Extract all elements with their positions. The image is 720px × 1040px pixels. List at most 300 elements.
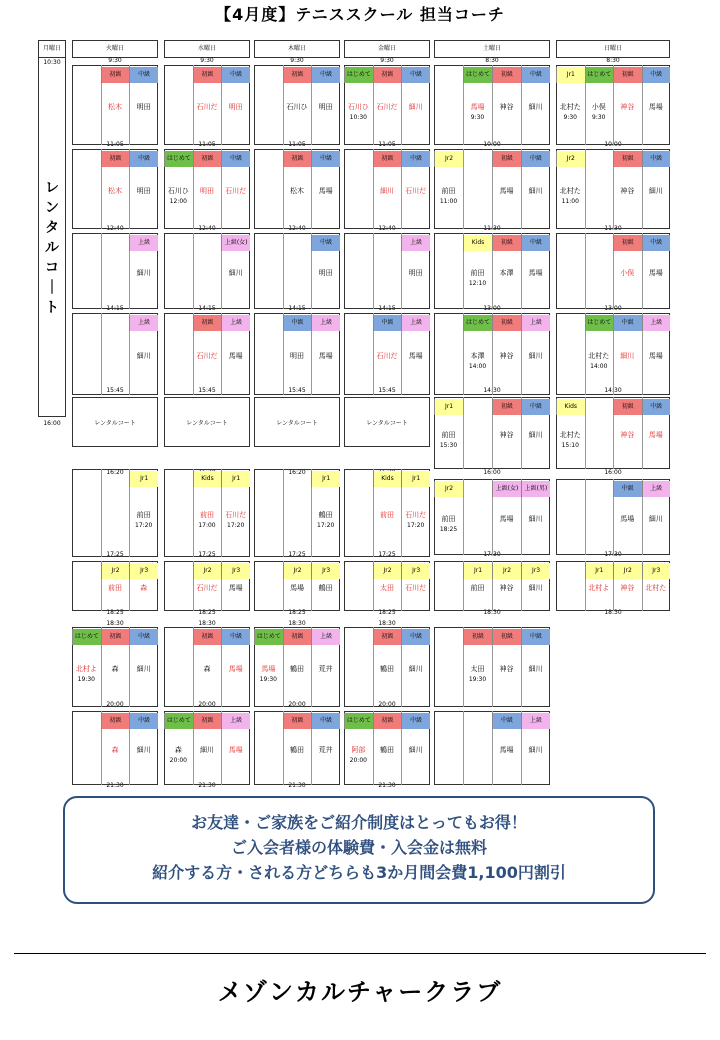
coach-name: 馬場 [499, 746, 514, 754]
time-label: 20:00 [288, 701, 306, 708]
time-label: 17:30 [483, 551, 501, 558]
class-tag-middle: 中級 [613, 481, 642, 497]
time-label: 15:45 [106, 387, 124, 394]
monday-end-time: 16:00 [43, 420, 61, 427]
time-label: 20:00 [106, 701, 124, 708]
time-label: 10:00 [483, 141, 501, 148]
lesson-end-time: 12:10 [468, 280, 487, 287]
class-tag-beginner: 初級 [373, 151, 402, 167]
notice-line-2: ご入会者様の体験費・入会金は無料 [230, 838, 487, 857]
class-tag-junior: Jr2 [434, 481, 463, 497]
time-label: 20:00 [198, 701, 216, 708]
rental-court-vertical-label: レ ン タ ル コ ｜ ト [45, 180, 59, 316]
class-tag-middle: 中級 [521, 67, 550, 83]
coach-name: 明田 [136, 103, 151, 111]
coach-name: 北村た [559, 431, 581, 439]
class-tag-intro: はじめて [344, 67, 373, 83]
time-label: 11:05 [378, 141, 396, 148]
class-tag-middle: 中級 [221, 629, 250, 645]
class-tag-middle: 中級 [129, 713, 158, 729]
slot-divider [585, 149, 586, 229]
time-label: 11:05 [288, 141, 306, 148]
lesson-end-time: 9:30 [470, 114, 485, 121]
time-label: 9:30 [200, 57, 214, 64]
coach-name: 馬場 [261, 665, 276, 673]
lesson-end-time: 15:10 [561, 442, 579, 449]
coach-name: 馬場 [648, 431, 663, 439]
class-tag-upper: 上級 [642, 315, 671, 331]
class-tag-upper: 上級 [401, 315, 430, 331]
coach-name: 神谷 [620, 584, 635, 592]
class-tag-middle: 中級 [642, 67, 671, 83]
coach-name: 前田 [470, 269, 485, 277]
class-tag-upper: 上級 [311, 629, 340, 645]
class-tag-beginner: 初級 [373, 67, 402, 83]
coach-name: 馬場 [289, 584, 304, 592]
coach-name: 荒井 [318, 746, 333, 754]
time-label: 11:30 [483, 225, 501, 232]
time-label: 15:45 [198, 387, 216, 394]
class-tag-junior: Jr2 [492, 563, 521, 579]
lesson-end-time: 19:30 [259, 676, 277, 683]
class-tag-middle: 中級 [129, 67, 158, 83]
coach-name: 神谷 [620, 103, 635, 111]
class-tag-junior: Jr2 [434, 151, 463, 167]
slot-divider [585, 479, 586, 555]
coach-name: 神谷 [620, 187, 635, 195]
class-tag-junior: Jr2 [283, 563, 312, 579]
coach-name: 前田 [470, 584, 485, 592]
class-tag-junior: Jr1 [434, 399, 463, 415]
class-tag-kids: Kids [463, 235, 492, 251]
class-tag-middle: 中級 [311, 235, 340, 251]
time-label: 14:15 [106, 305, 124, 312]
class-tag-beginner: 初級 [373, 713, 402, 729]
class-tag-junior: Jr2 [101, 563, 130, 579]
class-tag-upper: 上級 [311, 315, 340, 331]
class-tag-kids: Kids [556, 399, 585, 415]
coach-name: 細川 [136, 269, 151, 277]
class-tag-beginner: 初級 [101, 67, 130, 83]
class-tag-middle: 中級 [521, 235, 550, 251]
time-label: 21:30 [378, 782, 396, 789]
day-header-3: 金曜日 [344, 40, 430, 58]
class-tag-intro: はじめて [254, 629, 283, 645]
time-label: 18:30 [106, 620, 124, 627]
coach-name: 馬場 [228, 665, 243, 673]
coach-name: 馬場 [648, 352, 663, 360]
time-label: 18:25 [198, 609, 216, 616]
class-tag-kids: Kids [193, 471, 222, 487]
class-tag-upper: 上級 [521, 713, 550, 729]
coach-name: 森 [174, 746, 182, 754]
class-tag-middle: 中級 [613, 315, 642, 331]
class-tag-junior: Jr3 [521, 563, 550, 579]
lesson-end-time: 17:00 [198, 522, 216, 529]
coach-name: 馬場 [620, 515, 635, 523]
lesson-end-time: 17:20 [407, 522, 425, 529]
class-tag-junior: Jr2 [613, 563, 642, 579]
class-tag-beginner: 初級 [492, 629, 521, 645]
coach-name: 森 [111, 665, 119, 673]
class-tag-middle: 中級 [401, 151, 430, 167]
class-tag-junior: Jr1 [221, 471, 250, 487]
coach-name: 馬場 [318, 352, 333, 360]
notice-line-1: お友達・ご家族をご紹介制度はとってもお得！ [191, 813, 527, 832]
coach-name: 前田 [441, 187, 456, 195]
rental-court-label: レンタルコート [94, 420, 136, 427]
class-tag-intro: はじめて [344, 713, 373, 729]
coach-name: 神谷 [499, 584, 514, 592]
class-tag-beginner: 初級 [492, 151, 521, 167]
coach-name: 細川 [379, 187, 394, 195]
class-tag-beginner: 初級 [492, 67, 521, 83]
coach-name: 北村よ [588, 584, 610, 592]
coach-name: 馬場 [528, 269, 543, 277]
coach-name: 細川 [199, 746, 214, 754]
coach-name: 神谷 [499, 103, 514, 111]
class-tag-beginner: 初級 [492, 315, 521, 331]
coach-name: 石川だ [405, 187, 427, 195]
time-label: 20:00 [378, 701, 396, 708]
coach-name: 鶴田 [318, 511, 333, 519]
class-tag-upper: 上級(女) [221, 235, 250, 251]
slot-divider [463, 711, 464, 785]
coach-name: 石川だ [376, 103, 398, 111]
class-tag-upper: 上級(女) [492, 481, 521, 497]
coach-name: 北村た [645, 584, 667, 592]
time-label: 17:25 [378, 551, 396, 558]
coach-name: 本澤 [499, 269, 514, 277]
class-tag-beginner: 初級 [193, 629, 222, 645]
time-label: 17:25 [106, 551, 124, 558]
coach-name: 北村た [588, 352, 610, 360]
time-label: 14:15 [198, 305, 216, 312]
coach-name: 神谷 [499, 352, 514, 360]
class-tag-middle: 中級 [129, 629, 158, 645]
coach-name: 細川 [648, 187, 663, 195]
slot-divider [373, 233, 374, 309]
coach-name: 小俣 [591, 103, 606, 111]
class-tag-junior: Jr3 [221, 563, 250, 579]
class-tag-upper: 上級 [521, 315, 550, 331]
class-tag-junior: Jr1 [401, 471, 430, 487]
class-tag-junior: Jr3 [129, 563, 158, 579]
class-tag-upper: 上級 [129, 315, 158, 331]
coach-name: 前田 [441, 515, 456, 523]
class-tag-intro: はじめて [585, 315, 614, 331]
time-label: 13:00 [604, 305, 622, 312]
lesson-end-time: 11:00 [439, 198, 458, 205]
coach-name: 馬場 [228, 746, 243, 754]
class-tag-junior: Jr1 [556, 67, 585, 83]
class-tag-junior: Jr1 [311, 471, 340, 487]
time-label: 12:40 [106, 225, 124, 232]
monday-header: 月曜日 [38, 40, 66, 58]
class-tag-beginner: 初級 [193, 713, 222, 729]
class-tag-middle: 中級 [401, 67, 430, 83]
class-tag-junior: Jr1 [129, 471, 158, 487]
time-label: 16:00 [604, 469, 622, 476]
class-tag-middle: 中級 [521, 399, 550, 415]
lesson-end-time: 19:30 [468, 676, 487, 683]
time-label: 17:25 [288, 551, 306, 558]
class-tag-upper: 上級 [221, 315, 250, 331]
day-header-2: 木曜日 [254, 40, 340, 58]
time-label: 11:05 [106, 141, 124, 148]
time-label: 18:25 [106, 609, 124, 616]
coach-name: 太田 [379, 584, 394, 592]
lesson-end-time: 19:30 [77, 676, 95, 683]
class-tag-junior: Jr3 [642, 563, 671, 579]
class-tag-intro: はじめて [164, 151, 193, 167]
time-label: 12:40 [378, 225, 396, 232]
class-tag-beginner: 初級 [373, 629, 402, 645]
class-tag-upper: 上級 [401, 235, 430, 251]
coach-name: 前田 [136, 511, 151, 519]
class-tag-middle: 中級 [642, 235, 671, 251]
class-tag-middle: 中級 [373, 315, 402, 331]
class-tag-junior: Jr1 [463, 563, 492, 579]
class-tag-intro: はじめて [164, 713, 193, 729]
time-label: 9:30 [380, 57, 394, 64]
time-label: 15:45 [288, 387, 306, 394]
slot-divider [101, 313, 102, 395]
class-tag-beginner: 初級 [283, 713, 312, 729]
time-label: 12:40 [198, 225, 216, 232]
time-label: 9:30 [108, 57, 122, 64]
coach-name: 本澤 [470, 352, 485, 360]
class-tag-upper: 上級 [129, 235, 158, 251]
lesson-end-time: 12:00 [169, 198, 187, 205]
coach-name: 馬場 [648, 103, 663, 111]
coach-name: 明田 [318, 269, 333, 277]
class-tag-middle: 中級 [401, 713, 430, 729]
lesson-end-time: 9:30 [592, 114, 606, 121]
time-label: 9:30 [290, 57, 304, 64]
coach-name: 前田 [379, 511, 394, 519]
lesson-end-time: 9:30 [563, 114, 577, 121]
class-tag-beginner: 初級 [193, 315, 222, 331]
time-label: 18:30 [198, 620, 216, 627]
coach-name: 石川だ [225, 511, 247, 519]
class-tag-beginner: 初級 [101, 629, 130, 645]
coach-name: 細川 [648, 515, 663, 523]
lesson-end-time: 14:00 [590, 363, 608, 370]
coach-name: 鶴田 [379, 746, 394, 754]
class-tag-middle: 中級 [521, 629, 550, 645]
coach-name: 鶴田 [318, 584, 333, 592]
coach-name: 前田 [199, 511, 214, 519]
coach-name: 馬場 [648, 269, 663, 277]
time-label: 18:30 [378, 620, 396, 627]
notice-line-3: 紹介する方・される方どちらも3か月間会費1,100円割引 [152, 863, 566, 882]
class-tag-beginner: 初級 [492, 399, 521, 415]
coach-name: 細川 [528, 431, 543, 439]
time-label: 13:00 [483, 305, 501, 312]
time-label: 21:30 [106, 782, 124, 789]
class-tag-kids: Kids [373, 471, 402, 487]
coach-name: 細川 [528, 187, 543, 195]
monday-start-time: 10:30 [43, 59, 61, 66]
class-tag-upper: 上級(男) [521, 481, 550, 497]
lesson-end-time: 11:00 [561, 198, 579, 205]
coach-name: 森 [140, 584, 148, 592]
time-label: 10:00 [604, 141, 622, 148]
class-tag-middle: 中級 [311, 713, 340, 729]
coach-name: 森 [111, 746, 119, 754]
referral-notice [63, 796, 655, 904]
time-label: 14:15 [288, 305, 306, 312]
coach-name: 明田 [318, 103, 333, 111]
slot-divider [101, 233, 102, 309]
divider-line [14, 953, 706, 954]
time-label: 18:25 [378, 609, 396, 616]
coach-name: 北村た [559, 187, 581, 195]
class-tag-middle: 中級 [311, 67, 340, 83]
time-label: 18:30 [604, 609, 622, 616]
coach-name: 細川 [528, 665, 543, 673]
coach-name: 細川 [228, 269, 243, 277]
coach-name: 石川ひ [167, 187, 189, 195]
time-label: 21:30 [198, 782, 216, 789]
class-tag-beginner: 初級 [193, 151, 222, 167]
time-label: 18:25 [288, 609, 306, 616]
class-tag-beginner: 初級 [613, 151, 642, 167]
time-label: 14:30 [604, 387, 622, 394]
class-tag-junior: Jr2 [373, 563, 402, 579]
class-tag-intro: はじめて [463, 67, 492, 83]
day-header-1: 水曜日 [164, 40, 250, 58]
coach-name: 細川 [528, 515, 543, 523]
coach-name: 石川だ [405, 584, 427, 592]
slot-divider [193, 233, 194, 309]
time-label: 21:30 [288, 782, 306, 789]
coach-name: 細川 [528, 746, 543, 754]
lesson-end-time: 20:00 [169, 757, 187, 764]
coach-name: 石川だ [196, 103, 218, 111]
coach-name: 神谷 [499, 431, 514, 439]
day-header-5: 日曜日 [556, 40, 670, 58]
class-tag-middle: 中級 [642, 151, 671, 167]
slot-divider [283, 233, 284, 309]
coach-name: 明田 [199, 187, 214, 195]
class-tag-intro: はじめて [463, 315, 492, 331]
coach-name: 馬場 [228, 584, 243, 592]
coach-name: 細川 [136, 665, 151, 673]
coach-name: 細川 [528, 584, 543, 592]
time-label: 14:30 [483, 387, 501, 394]
class-tag-beginner: 初級 [193, 67, 222, 83]
lesson-end-time: 17:20 [317, 522, 335, 529]
class-tag-junior: Jr1 [585, 563, 614, 579]
slot-divider [463, 479, 464, 555]
class-tag-beginner: 初級 [492, 235, 521, 251]
coach-name: 細川 [620, 352, 635, 360]
class-tag-upper: 上級 [221, 713, 250, 729]
coach-name: 明田 [289, 352, 304, 360]
coach-name: 細川 [408, 746, 423, 754]
lesson-end-time: 10:30 [349, 114, 367, 121]
class-tag-junior: Jr3 [311, 563, 340, 579]
slot-divider [283, 469, 284, 557]
time-label: 11:30 [604, 225, 622, 232]
time-label: 16:20 [288, 469, 306, 476]
time-label: 17:25 [198, 551, 216, 558]
time-label: 8:30 [606, 57, 620, 64]
coach-name: 松木 [289, 187, 304, 195]
class-tag-junior: Jr2 [193, 563, 222, 579]
coach-name: 馬場 [499, 187, 514, 195]
coach-name: 北村た [559, 103, 581, 111]
class-tag-middle: 中級 [521, 151, 550, 167]
class-tag-intro: はじめて [585, 67, 614, 83]
class-tag-upper: 上級 [642, 481, 671, 497]
lesson-end-time: 15:30 [439, 442, 458, 449]
day-header-0: 火曜日 [72, 40, 158, 58]
time-label: 17:30 [604, 551, 622, 558]
coach-name: 細川 [136, 352, 151, 360]
coach-name: 松木 [107, 187, 122, 195]
rental-court-label: レンタルコート [276, 420, 318, 427]
slot-divider [585, 397, 586, 469]
coach-name: 石川だ [225, 187, 247, 195]
coach-name: 馬場 [470, 103, 485, 111]
coach-name: 阿部 [351, 746, 366, 754]
lesson-end-time: 17:20 [227, 522, 245, 529]
club-name: メゾンカルチャークラブ [217, 978, 503, 1006]
class-tag-middle: 中級 [221, 151, 250, 167]
coach-name: 馬場 [499, 515, 514, 523]
time-label: 8:30 [485, 57, 499, 64]
coach-name: 明田 [228, 103, 243, 111]
class-tag-beginner: 初級 [283, 629, 312, 645]
coach-name: 前田 [441, 431, 456, 439]
coach-name: 馬場 [318, 187, 333, 195]
coach-name: 明田 [408, 269, 423, 277]
slot-divider [463, 397, 464, 469]
time-label: 14:15 [378, 305, 396, 312]
day-header-4: 土曜日 [434, 40, 550, 58]
lesson-end-time: 14:00 [468, 363, 487, 370]
coach-name: 鶴田 [379, 665, 394, 673]
class-tag-middle: 中級 [642, 399, 671, 415]
class-tag-beginner: 初級 [613, 235, 642, 251]
class-tag-beginner: 初級 [613, 399, 642, 415]
coach-name: 馬場 [228, 352, 243, 360]
rental-court-label: レンタルコート [186, 420, 228, 427]
slot-divider [463, 149, 464, 229]
coach-name: 細川 [528, 352, 543, 360]
class-tag-junior: Jr3 [401, 563, 430, 579]
coach-name: 石川だ [196, 352, 218, 360]
coach-name: 細川 [408, 665, 423, 673]
rental-court-label: レンタルコート [366, 420, 408, 427]
class-tag-middle: 中級 [311, 151, 340, 167]
coach-name: 松木 [107, 103, 122, 111]
class-tag-intro: はじめて [72, 629, 101, 645]
coach-name: 石川だ [376, 352, 398, 360]
coach-name: 細川 [136, 746, 151, 754]
coach-name: 太田 [470, 665, 485, 673]
class-tag-beginner: 初級 [283, 151, 312, 167]
class-tag-middle: 中級 [221, 67, 250, 83]
coach-name: 鶴田 [289, 665, 304, 673]
time-label: 11:05 [198, 141, 216, 148]
coach-name: 前田 [107, 584, 122, 592]
coach-name: 細川 [408, 103, 423, 111]
coach-name: 北村よ [75, 665, 97, 673]
